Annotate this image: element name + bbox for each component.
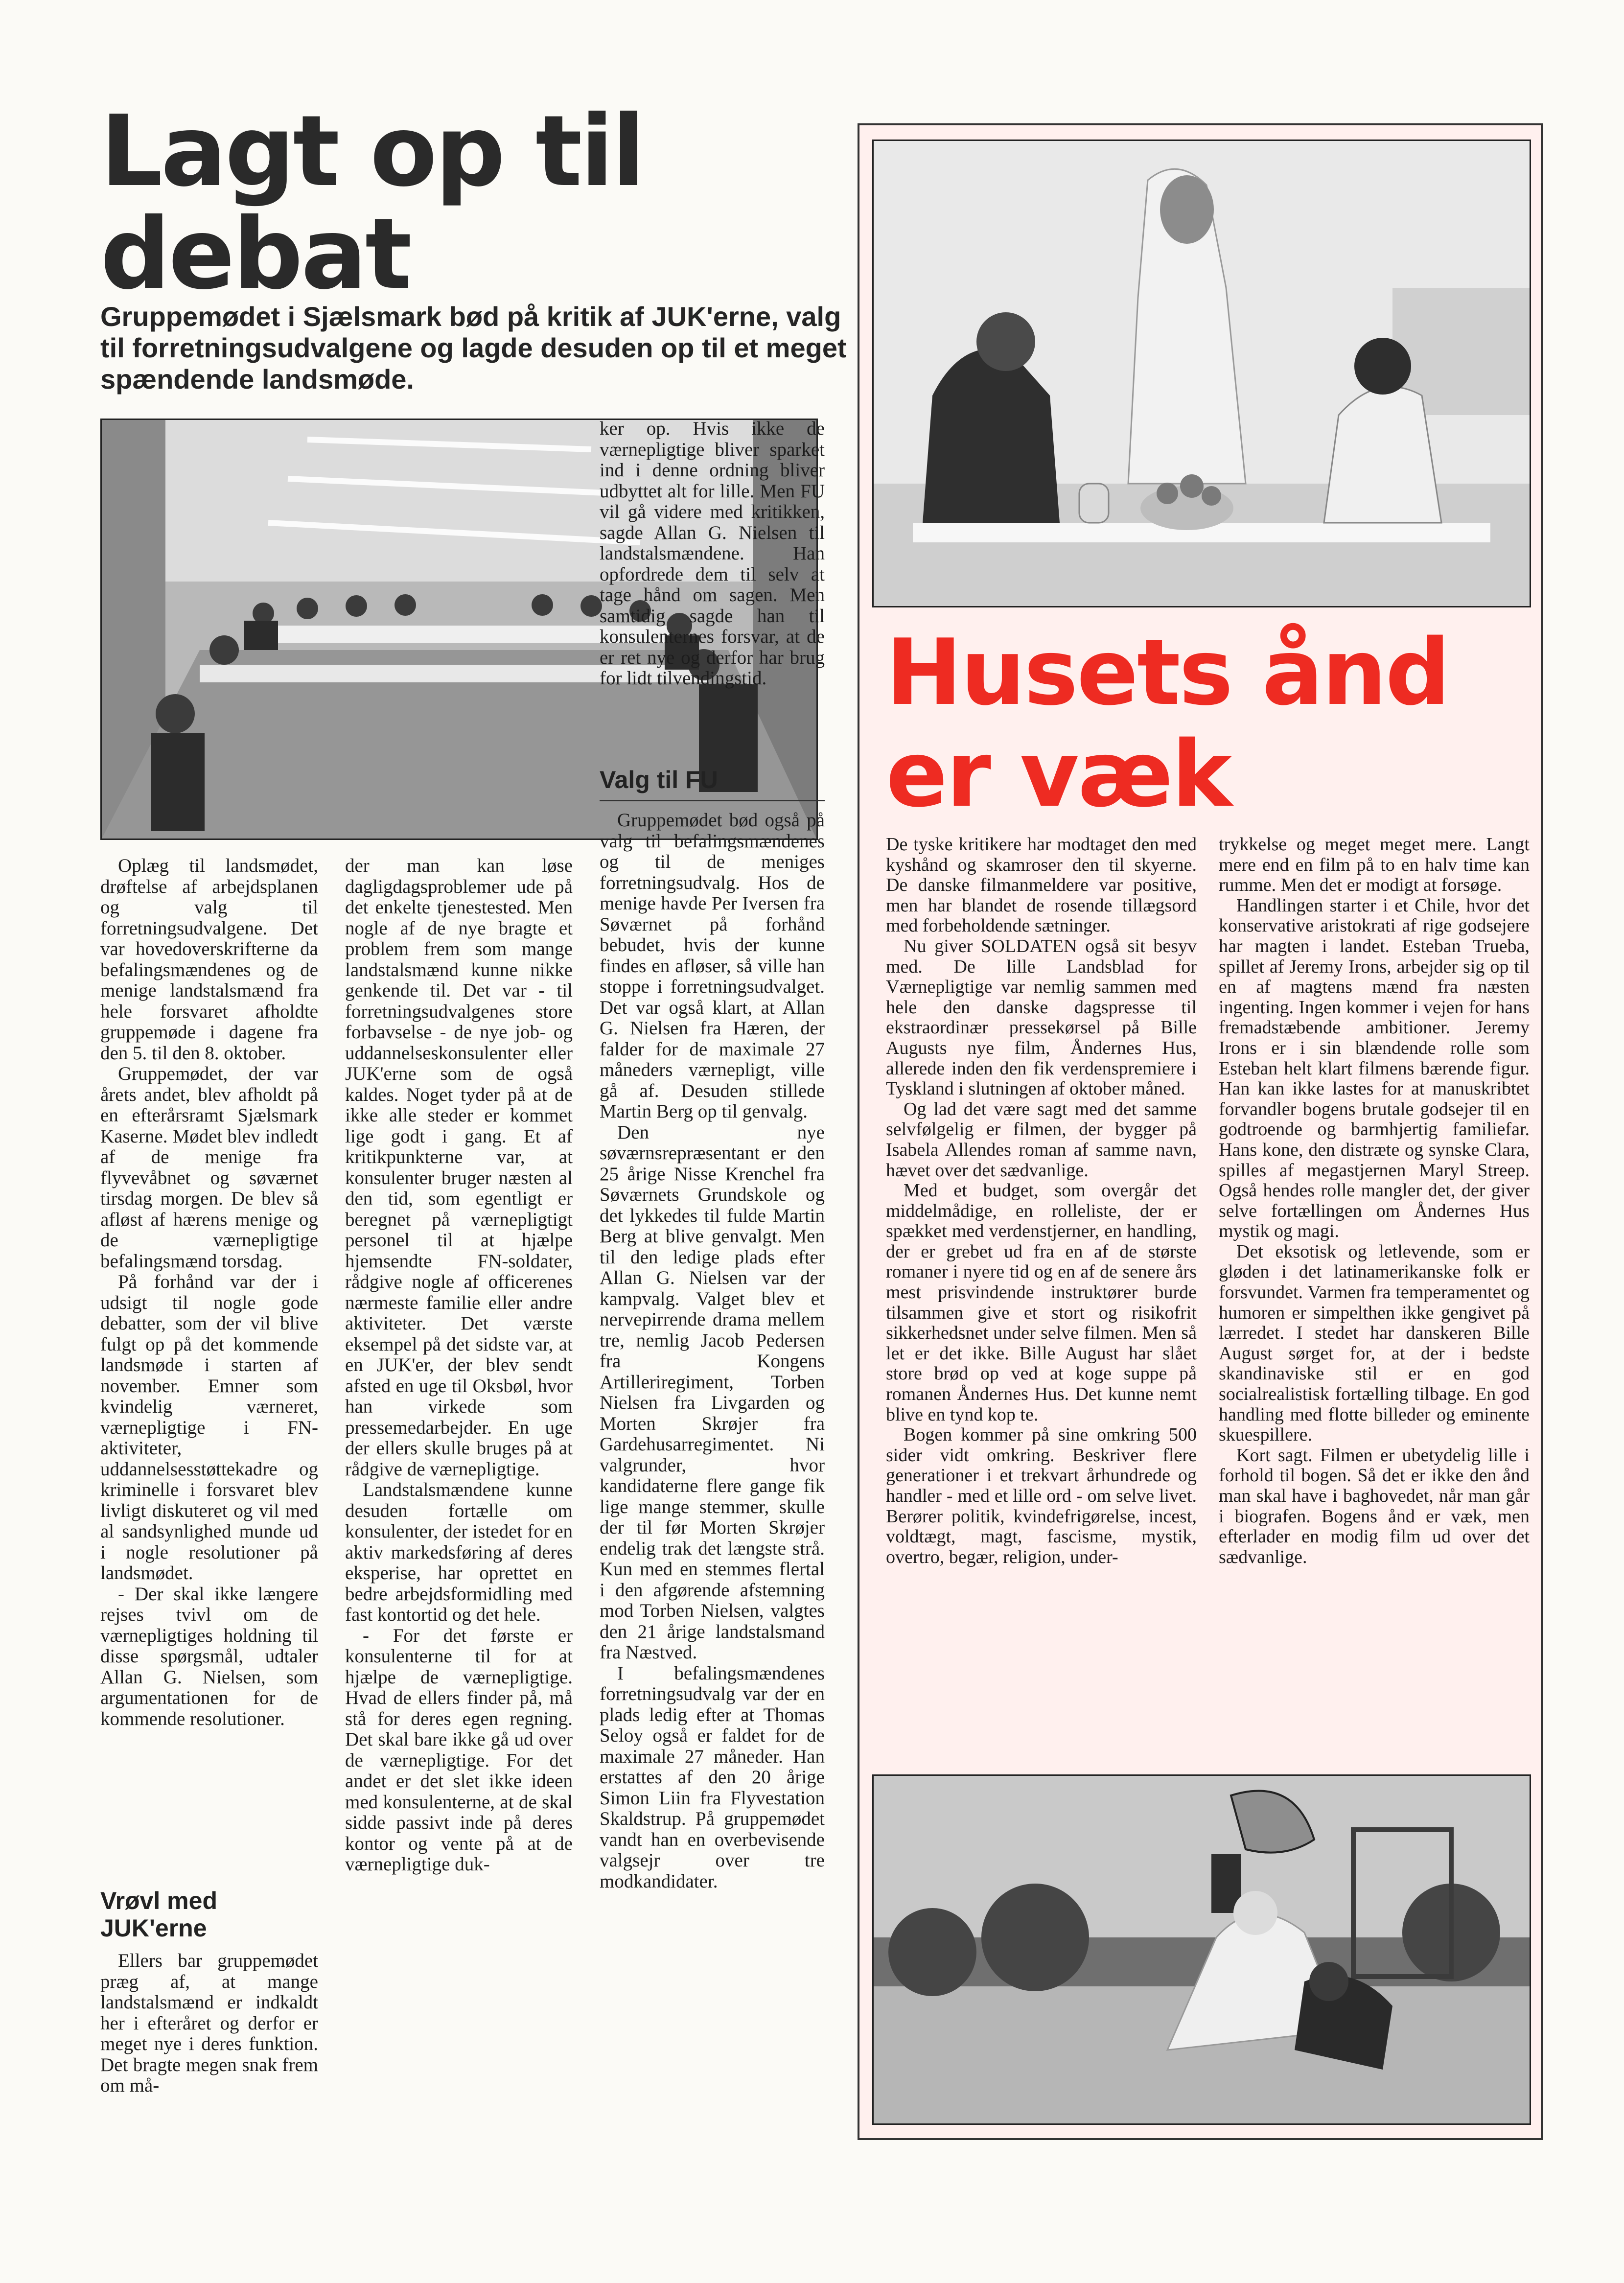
headline-lagt-op-til-debat: Lagt op til debat: [100, 94, 644, 311]
left-col-3a: [600, 419, 825, 689]
paragraph: Og lad det være sagt med det samme selvfølgelig er filmen, der bygger på Isabela Allendes roman af samme navn, hævet over det sædvanlige.: [886, 1098, 1197, 1181]
paragraph: Gruppemødet bød også på valg til befalingsmændenes og til de meniges forretningsudvalg. Hos de menige havde Per Iversen fra Søværnet på forhånd bebudet, hvis der kunne findes en afløser, så ville han stoppe i forretningsudvalget. Det var også klart, at Allan G. Nielsen fra Hæren, der falder for de maximale 27 måneders værnepligt, ville gå af. Desuden stillede Martin Berg op til genvalg.: [600, 810, 825, 1122]
paragraph: der man kan løse dagligdagsproblemer ude på det enkelte tjenestested. Men nogle af de nye bragte et problem frem som mange landstalsmænd kunne nikke genkende til. Det var - til forretningsudvalgenes store forbavselse - de nye job- og uddannelseskonsulenter eller JUK'erne som de også kaldes. Noget tyder på at de ikke alle steder er kommet lige godt i gang. Et af kritikpunkterne var, at konsulenter bruger næsten al den tid, som egentligt er beregnet på værnepligtigt personel til at hjælpe hjemsendte FN-soldater, rådgive nogle af officerenes nærmeste familie eller andre aktiviteter. Det værste eksempel på det sidste var, at en JUK'er, der blev sendt afsted en uge til Oksbøl, hvor han virkede som pressemedarbejder. En uge der ellers skulle bruges på at rådgive de værnepligtige.: [345, 855, 573, 1480]
paragraph: Med et budget, som overgår det middelmådige, en rolleliste, der er spækket med verdenstjerner, en handling, der er grebet ud fra en af de største romaner i nyere tid og en af de senere års mest prisvindende instruktører burde tilsammen give et stort og risikofrit sikkerhedsnet under selve filmen. Men så let er det ikke. Bille August har slået store brød op ved at koge suppe på romanen Åndernes Hus. Det kunne nemt blive en tynd kop te.: [886, 1180, 1197, 1425]
left-col-2: [345, 856, 573, 1875]
paragraph: Handlingen starter i et Chile, hvor det konservative aristokrati af rige godsejere har magten i landet. Esteban Trueba, spillet af Jeremy Irons, arbejder sig op til en af magtens mænd fra næsten ingenting. Ingen kommer i vejen for hans fremadstæbende ambitioner. Jeremy Irons er i sin blændende rolle som Esteban helt klart filmens bærende figur. Han kan ikke lastes for at manuskribtet forvandler bogens brutale godsejer til en godtroende og barmhjertig familiefar. Hans kone, den distræte og synske Clara, spilles af megastjernen Maryl Streep. Også hendes rolle mangler det, der giver selve fortællingen om Åndernes Hus mystik og magi.: [1219, 895, 1530, 1242]
left-col-1: [100, 856, 318, 1729]
article-deck: Gruppemødet i Sjælsmark bød på kritik af JUK'erne, valg til forretningsudvalgene og lagde desuden op til et meget spændende landsmøde.: [100, 301, 847, 395]
paragraph: Gruppemødet, der var årets andet, blev afholdt på en efterårsramt Sjælsmark Kaserne. Mødet blev indledt af de menige fra flyvevåbnet og søværnet tirsdag morgen. De blev så afløst af hærens menige og de værnepligtige befalingsmænd torsdag.: [100, 1063, 318, 1272]
subhead-vroevl-med-juk: Vrøvl med JUK'erne: [100, 1887, 217, 1942]
paragraph: Den nye søværnsrepræsentant er den 25 årige Nisse Krenchel fra Søværnets Grundskole og det lykkedes til fulde Martin Berg at blive genvalgt. Men til den ledige plads efter Allan G. Nielsen var der kampvalg. Valget blev et nervepirrende drama mellem tre, nemlig Jacob Pedersen fra Kongens Artilleriregiment, Torben Nielsen fra Livgarden og Morten Skrøjer fra Gardehusarregimentet. Ni valgrunder, hvor kandidaterne flere gange fik lige mange stemmer, skulle der til før Morten Skrøjer endelig trak det længste strå. Kun med en stemmes flertal i den afgørende afstemning mod Torben Nielsen, valgtes den 21 årige landstalsmand fra Næstved.: [600, 1121, 825, 1663]
paragraph: Bogen kommer på sine omkring 500 sider vidt omkring. Beskriver flere generationer i et trekvart århundrede og handler - med et lille ord - om selve livet. Berører politik, kvindefrigørelse, incest, voldtægt, magt, fascisme, mystik, overtro, begær, religion, under-: [886, 1424, 1197, 1567]
subhead-valg-til-fu: Valg til FU: [600, 766, 718, 793]
paragraph: I befalingsmændenes forretningsudvalg var der en plads ledig efter at Thomas Seloy også er faldet for de maximale 27 måneder. Han erstattes af den 20 årige Simon Liin fra Flyvestation Skaldstrup. På gruppemødet vandt han en overbevisende valgsejr over tre modkandidater.: [600, 1662, 825, 1892]
paragraph: trykkelse og meget meget mere. Langt mere end en film på to en halv time kan rumme. Men det er modigt at forsøge.: [1219, 834, 1530, 896]
paragraph: På forhånd var der i udsigt til nogle gode debatter, som der vil blive fulgt op på det kommende landsmøde i starten af november. Emner som kvindelig værneret, værnepligtige i FN-aktiviteter, uddannelsesstøttekadre og kriminelle i forsvaret blev livligt diskuteret og vil med al sandsynlighed munde ud i nogle resolutioner på landsmødet.: [100, 1271, 318, 1584]
paragraph: De tyske kritikere har modtaget den med kyshånd og skamroser den til skyerne. De danske filmanmeldere var positive, men har blandet de rosende tillægsord med forbeholdende sætninger.: [886, 834, 1197, 936]
paragraph: ker op. Hvis ikke de værnepligtige bliver sparket ind i denne ordning bliver udbyttet alt for lille. Men FU vil gå videre med kritikken, sagde Allan G. Nielsen til landstalsmændene. Han opfordrede dem til selv at tage hånd om sagen. Men samtidig sagde han til konsulenternes forsvar, at de er ret nye og derfor har brug for lidt tilvendingstid.: [600, 418, 825, 689]
right-col-a: [886, 835, 1197, 1567]
paragraph: Oplæg til landsmødet, drøftelse af arbejdsplanen og valg til forretningsudvalgene. Det var hovedoverskrifterne da befalingsmændenes og de menige landstalsmænd fra hele forsvaret afholdte gruppemøde i dagene fra den 5. til den 8. oktober.: [100, 855, 318, 1064]
film-still-garden-scene: [872, 1774, 1531, 2125]
left-col-3b: [600, 810, 825, 1892]
paragraph: - Der skal ikke længere rejses tvivl om de værnepligtiges holdning til disse spørgsmål, udtaler Allan G. Nielsen, som argumentationen for de kommende resolutioner.: [100, 1583, 318, 1729]
paragraph: Kort sagt. Filmen er ubetydelig lille i forhold til bogen. Så det er ikke den ånd man skal have i baghovedet, når man går i biografen. Bogens ånd er væk, men efterlader en modig film ud over det sædvanlige.: [1219, 1444, 1530, 1567]
headline-husets-aand-er-vaek: Husets ånd er væk: [886, 619, 1449, 827]
paragraph: Nu giver SOLDATEN også sit besyv med. De lille Landsblad for Værnepligtige var nemlig sammen med hele den danske dagspresse til ekstraordinær pressekørsel på Bille Augusts nye film, Åndernes Hus, allerede inden den fik verdenspremiere i Tyskland i slutningen af oktober måned.: [886, 935, 1197, 1099]
paragraph: - For det første er konsulenterne til for at hjælpe de værnepligtige. Hvad de ellers finder på, må stå for deres egen regning. Det skal bare ikke gå ud over de værnepligtige. For det andet er det slet ikke ideen med konsulenterne, at de skal sidde passivt inde på deres kontor og vente på at de værnepligtige duk-: [345, 1625, 573, 1875]
film-still-table-scene: [872, 140, 1531, 607]
right-col-b: [1219, 835, 1530, 1567]
subhead-rule: [600, 800, 825, 801]
left-col-1b: [100, 1951, 318, 2097]
paragraph: Landstalsmændene kunne desuden fortælle om konsulenter, der istedet for en aktiv markedsføring af deres eksperise, har oprettet en bedre arbejdsformidling med fast kontortid og det hele.: [345, 1479, 573, 1625]
paragraph: Det eksotisk og letlevende, som er gløden i det latinamerikanske folk er forsvundet. Varmen fra temperamentet og humoren er simpelthen ikke gengivet på lærredet. I stedet har danskeren Bille August sørget for, at der i bedste skandinaviske stil er en god socialrealistisk fortælling tilbage. En god handling med flotte billeder og eminente skuespillere.: [1219, 1241, 1530, 1445]
paragraph: Ellers bar gruppemødet præg af, at mange landstalsmænd er indkaldt her i efteråret og derfor er meget nye i deres funktion. Det bragte megen snak frem om må-: [100, 1950, 318, 2096]
